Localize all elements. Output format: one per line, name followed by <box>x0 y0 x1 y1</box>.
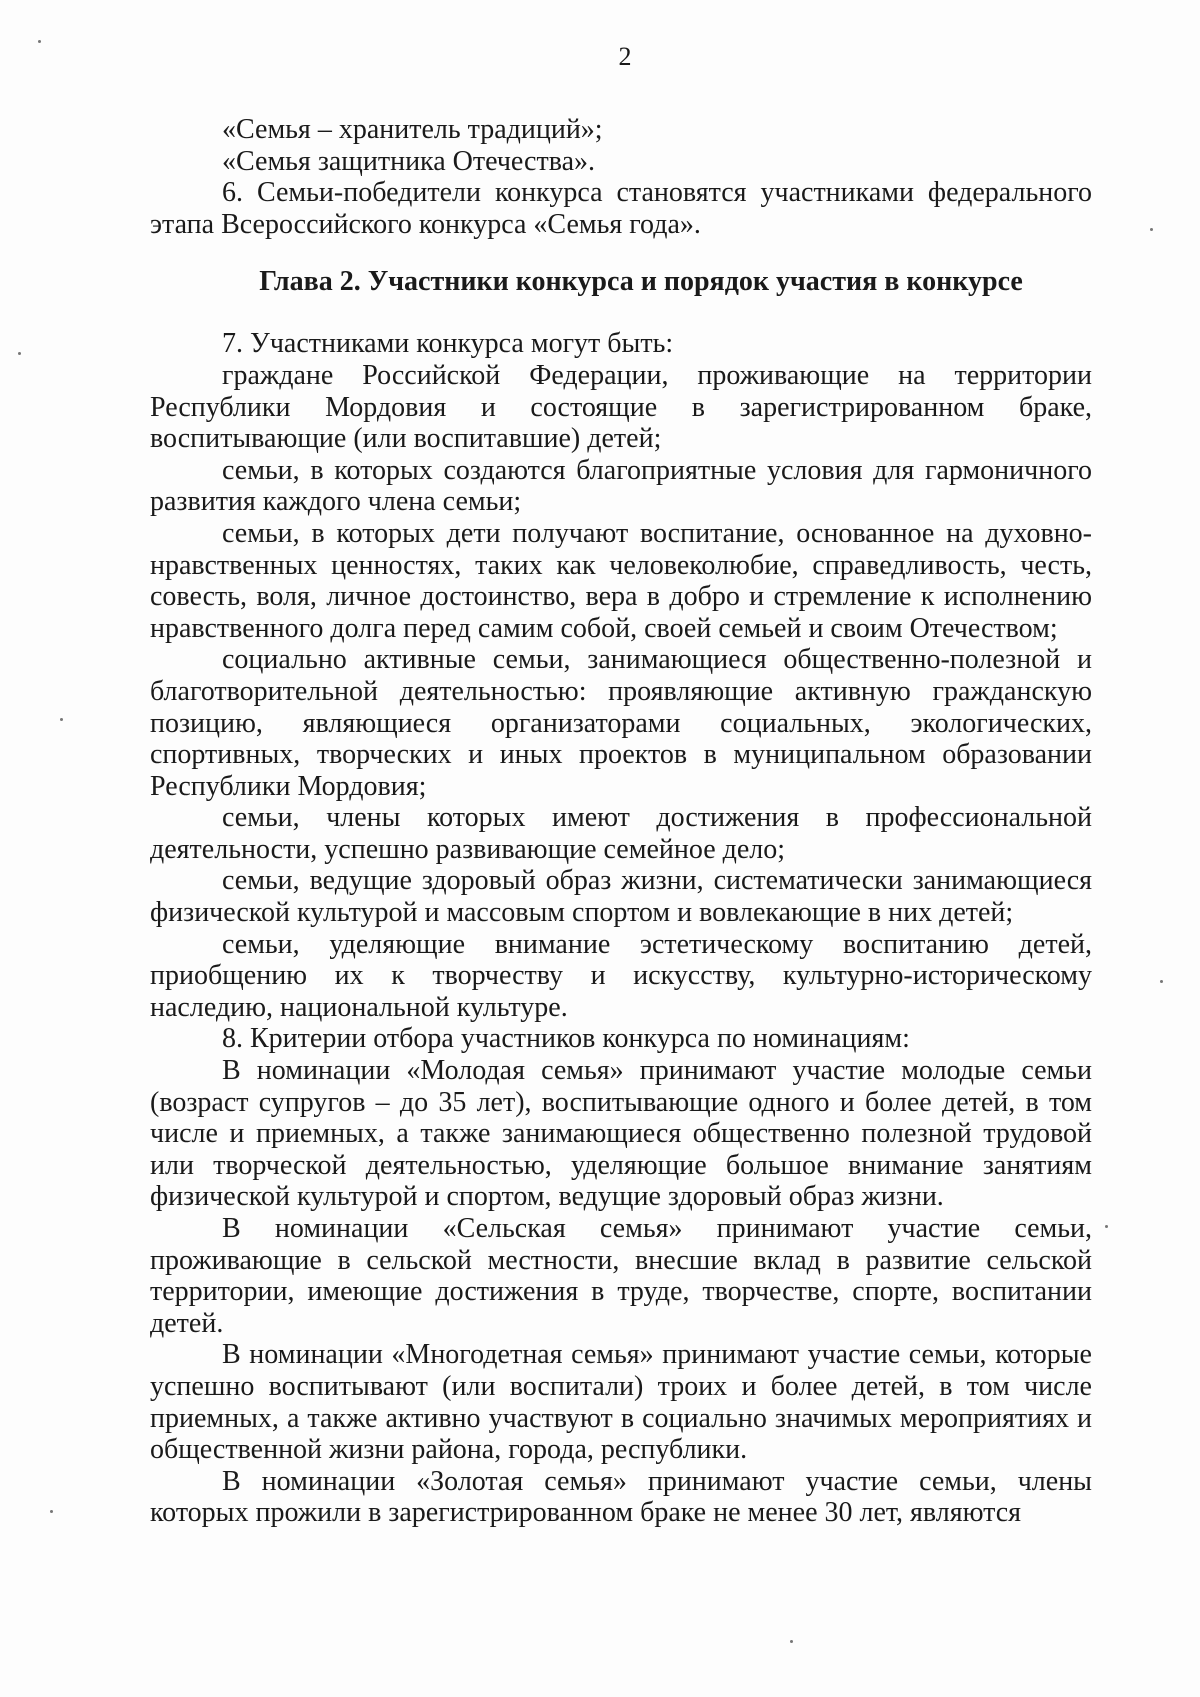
scan-speck <box>1160 980 1163 983</box>
nomination-criteria-rural-family: В номинации «Сельская семья» принимают участие семьи, проживающие в сельской местности, внесшие вклад в развитие сельской территории, имеющие достижения в труде, творчестве, спорте, воспитании детей. <box>150 1213 1092 1339</box>
nomination-criteria-golden-family: В номинации «Золотая семья» принимают участие семьи, члены которых прожили в зарегистрированном браке не менее 30 лет, являются <box>150 1465 1092 1529</box>
participant-category: семьи, в которых дети получают воспитание, основанное на духовно-нравственных ценностях, таких как человеколюбие, справедливость, честь, совесть, воля, личное достоинство, вера в добро и стремление к исполнению нравственного долга перед самим собой, своей семьей и своим Отечеством; <box>150 517 1092 644</box>
scan-speck <box>1150 228 1153 231</box>
nomination-item: «Семья защитника Отечества». <box>222 145 595 177</box>
participant-category: социально активные семьи, занимающиеся общественно-полезной и благотворительной деятельностью: проявляющие активную гражданскую позицию, являющиеся организаторами социальных, экологических, спортивных, творческих и иных проектов в муниципальном образовании Республики Мордовия; <box>150 644 1092 802</box>
scan-speck <box>790 1640 793 1643</box>
nomination-item: «Семья – хранитель традиций»; <box>222 114 603 145</box>
scan-speck <box>18 352 21 355</box>
document-body <box>150 114 1092 1529</box>
participant-category: семьи, в которых создаются благоприятные условия для гармоничного развития каждого члена семьи; <box>150 454 1092 518</box>
participant-category: семьи, члены которых имеют достижения в профессиональной деятельности, успешно развивающие семейное дело; <box>150 802 1092 865</box>
page-number: 2 <box>618 42 632 71</box>
scan-speck <box>50 1510 53 1513</box>
scan-speck <box>1105 1225 1108 1228</box>
nomination-criteria-large-family: В номинации «Многодетная семья» принимают участие семьи, которые успешно воспитывают (или воспитали) троих и более детей, в том числе приемных, а также активно участвуют в социально значимых мероприятиях и общественной жизни района, города, республики. <box>150 1339 1092 1466</box>
participant-category: граждане Российской Федерации, проживающие на территории Республики Мордовия и состоящие в зарегистрированном браке, воспитывающие (или воспитавшие) детей; <box>150 359 1092 455</box>
clause-7: 7. Участниками конкурса могут быть: <box>222 328 674 360</box>
scan-speck <box>38 40 41 43</box>
participant-category: семьи, уделяющие внимание эстетическому воспитанию детей, приобщению их к творчеству и искусству, культурно-историческому наследию, национальной культуре. <box>150 928 1092 1023</box>
clause-6: 6. Семьи-победители конкурса становятся участниками федерального этапа Всероссийского конкурса «Семья года». <box>150 177 1092 240</box>
participant-category: семьи, ведущие здоровый образ жизни, систематически занимающиеся физической культурой и массовым спортом и вовлекающие в них детей; <box>150 865 1092 929</box>
scan-speck <box>60 718 63 721</box>
nomination-criteria-young-family: В номинации «Молодая семья» принимают участие молодые семьи (возраст супругов – до 35 лет), воспитывающие одного и более детей, в том числе и приемных, а также занимающиеся общественно полезной трудовой или творческой деятельностью, уделяющие большое внимание занятиям физической культурой и спортом, ведущие здоровый образ жизни. <box>150 1055 1092 1213</box>
clause-8: 8. Критерии отбора участников конкурса по номинациям: <box>222 1023 910 1055</box>
chapter-title: Глава 2. Участники конкурса и порядок участия в конкурсе <box>259 266 1023 298</box>
